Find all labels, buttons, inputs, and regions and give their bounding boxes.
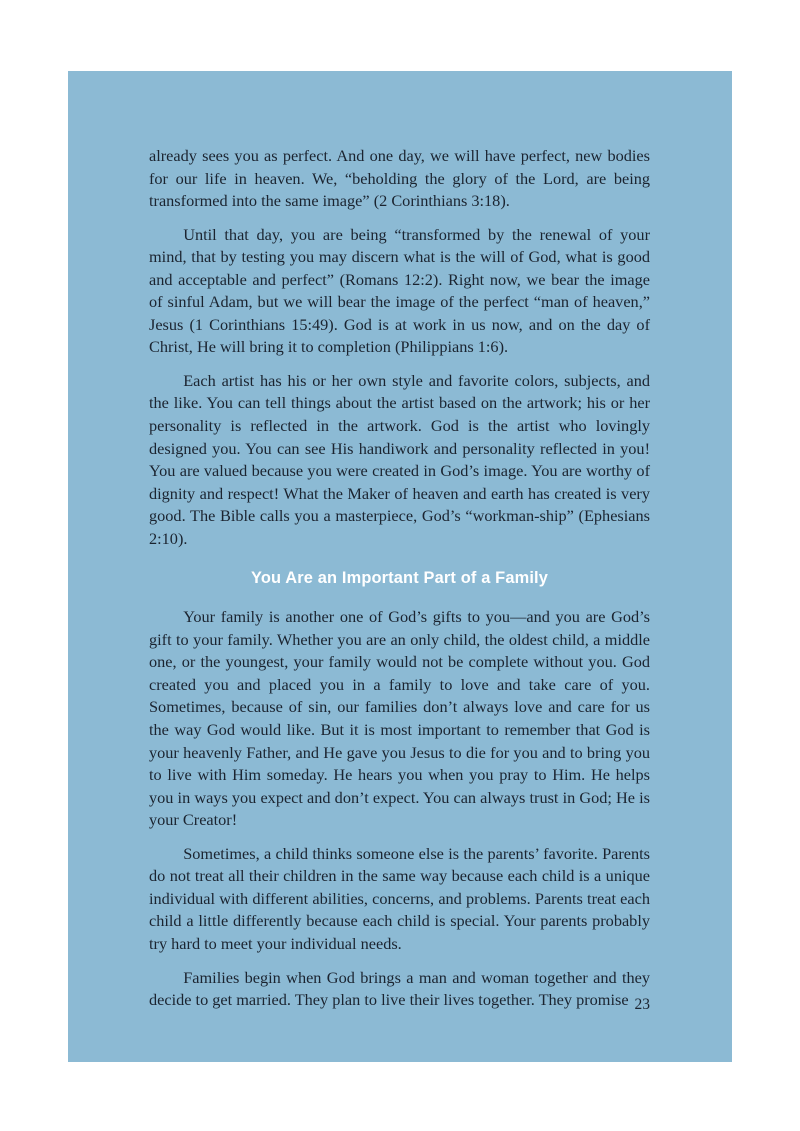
paragraph-families-begin: Families begin when God brings a man and woman together and they decide to get married. They plan to live their lives together. They promise — [149, 967, 650, 1010]
book-page — [68, 71, 732, 1062]
paragraph-spacer — [149, 213, 650, 224]
section-heading: You Are an Important Part of a Family — [251, 569, 548, 588]
paragraph-spacer — [149, 832, 650, 843]
paragraph-sometimes-a-child: Sometimes, a child thinks someone else is the parents’ favorite. Parents do not treat all their children in the same way because each child is a unique individual with different abilities, concerns, and problems. Parents treat each child a little differently because each child is special. Your parents probably try hard to meet your individual needs. — [149, 843, 650, 953]
heading-spacer-top — [149, 550, 650, 567]
paragraph-continuation: already sees you as perfect. And one day, we will have perfect, new bodies for our life in heaven. We, “beholding the glory of the Lord, are being transformed into the same image” (2 Corinthians 3:18). — [149, 146, 650, 211]
paragraph-your-family: Your family is another one of God’s gifts to you—and you are God’s gift to your family. Whether you are an only child, the oldest child, a middle one, or the youngest, your family would not be complete without you. God created you and placed you in a family to love and take care of you. Sometimes, because of sin, our families don’t always love and care for us the way God would like. But it is most important to remember that God is your heavenly Father, and He gave you Jesus to die for you and to bring you to live with Him someday. He hears you when you pray to Him. He helps you in ways you expect and don’t expect. You can always trust in God; He is your Creator! — [149, 607, 650, 830]
text-column — [149, 145, 650, 1012]
paragraph-until-that-day: Until that day, you are being “transformed by the renewal of your mind, that by testing you may discern what is the will of God, what is good and acceptable and perfect” (Romans 12:2). Right now, we bear the image of sinful Adam, but we will bear the image of the perfect “man of heaven,” Jesus (1 Corinthians 15:49). God is at work in us now, and on the day of Christ, He will bring it to completion (Philippians 1:6). — [149, 224, 650, 357]
paragraph-spacer — [149, 956, 650, 967]
heading-spacer-bottom — [149, 589, 650, 606]
paragraph-spacer — [149, 359, 650, 370]
page-number: 23 — [634, 996, 650, 1013]
paragraph-each-artist: Each artist has his or her own style and favorite colors, subjects, and the like. You can tell things about the artist based on the artwork; his or her personality is reflected in the artwork. God is the artist who lovingly designed you. You can see His handiwork and personality reflected in you! You are valued because you were created in God’s image. You are worthy of dignity and respect! What the Maker of heaven and earth has created is very good. The Bible calls you a masterpiece, God’s “workman-ship” (Ephesians 2:10). — [149, 370, 650, 548]
